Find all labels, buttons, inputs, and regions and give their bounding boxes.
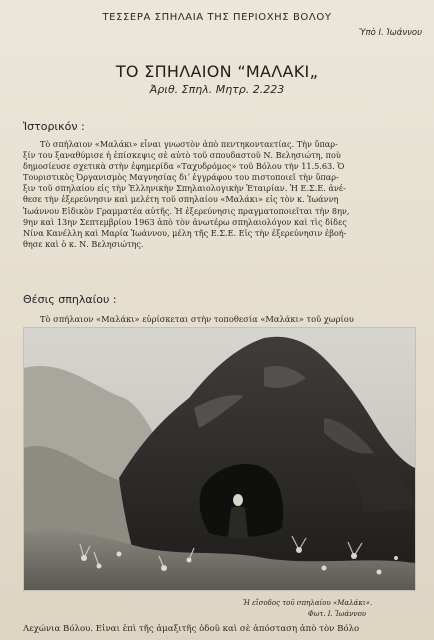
history-line: Νίνα Κανέλλη καὶ Μαρία Ἰωάννου, μέλη τῆς Ε.Σ.Ε. Εἰς τὴν ἐξερεύνησιν ἐβοή- [23, 227, 347, 238]
history-line: Ἰωάννου Εἰδικὸν Γραμματέα αὐτῆς. Ἡ ἐξερεύνησις πραγματοποιεῖται τὴν 8ην, [23, 205, 350, 216]
history-line: θησε καὶ ὁ κ. Ν. Βελησιώτης. [23, 238, 144, 249]
position-paragraph: Τὸ σπήλαιον «Μαλάκι» εὑρίσκεται στὴν τοποθεσία «Μαλάκι» τοῦ χωρίου [40, 314, 354, 324]
history-line: ξιν τοῦ σπηλαίου εἰς τὴν Ἑλληνικὴν Σπηλαιολογικὴν Ἑταιρίαν. Ἡ Ε.Σ.Ε. ἀνέ- [23, 183, 346, 194]
history-line: θεσε τὴν ἐξερεύνησιν καὶ μελέτη τοῦ σπηλαίου «Μαλάκι» εἰς τὸν κ. Ἰωάννη [23, 194, 339, 205]
history-line: δημοσίευσε σχετικὰ στὴν ἐφημερίδα «Ταχυδρόμος» τοῦ Βόλου τὴν 11.5.63. Ὁ [23, 161, 345, 172]
photo-illustration [24, 328, 415, 590]
history-line: Τὸ σπήλαιον «Μαλάκι» εἶναι γνωστὸν ἀπὸ πεντηκονταετίας. Τὴν ὕπαρ- [40, 139, 338, 149]
location-continuation: Λεχώνια Βόλου. Εἶναι ἐπὶ τῆς ἁμαξιτῆς ὁδοῦ καὶ σὲ ἀπόσταση ἀπὸ τὸν Βόλο [23, 624, 360, 634]
page-title: ΤΟ ΣΠΗΛΑΙΟΝ “ΜΑΛΑΚΙ„ [115, 62, 319, 81]
cave-registry-number: Ἀριθ. Σπηλ. Μητρ. 2.223 [149, 83, 285, 96]
cave-entrance-photo [23, 327, 416, 591]
history-heading: Ἱστορικόν : [23, 120, 85, 133]
history-paragraph [23, 139, 413, 250]
running-head: ΤΕΣΣΕΡΑ ΣΠΗΛΑΙΑ ΤΗΣ ΠΕΡΙΟΧΗΣ ΒΟΛΟΥ [102, 12, 332, 23]
history-line: Τουριστικὸς Ὀργανισμὸς Μαγνησίας διʼ ἐγγράφου του πιστοποιεῖ τὴν ὕπαρ- [23, 172, 339, 183]
history-line: ξίν του ξαναθύμισε ἡ ἐπίσκεψις σὲ αὐτὸ τοῦ σπουδαστοῦ Ν. Βελησιώτη, ποὺ [23, 150, 341, 161]
photo-credit: Φωτ. Ι. Ἰωάννου [308, 610, 367, 618]
author-byline: Ὑπὸ Ι. Ἰωάννου [358, 28, 422, 38]
position-heading: Θέσις σπηλαίου : [23, 293, 117, 306]
photo-caption: Ἡ εἴσοδος τοῦ σπηλαίου «Μαλάκι». [243, 599, 373, 607]
history-line: 9ην καὶ 13ην Σεπτεμβρίου 1963 ἀπὸ τὸν ἀνωτέρω σπηλαιολόγον καὶ τὶς δίδες [23, 216, 347, 227]
